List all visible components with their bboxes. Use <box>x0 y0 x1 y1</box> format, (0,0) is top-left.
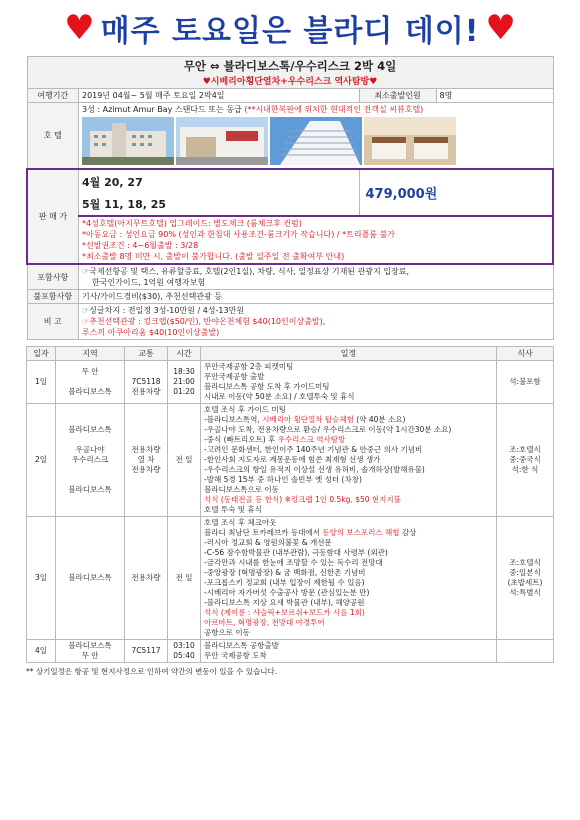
meal-cell <box>497 361 554 404</box>
note-line: *아동요금 : 성인요금 90% (성인과 한침대 사용조건-룸크기가 작습니다) / *트리플룸 불가 <box>82 230 396 239</box>
itinerary-line <box>204 392 493 402</box>
remarks-label: 비 고 <box>27 304 79 340</box>
itinerary-text: -우수리스크의 항일 유적지 이상설 선생 유허비, 솔개하상(발해유물) <box>204 465 425 474</box>
transport-text: 7C5118 <box>131 377 161 386</box>
col-transport: 교통 <box>125 347 168 361</box>
itinerary-line <box>204 608 493 618</box>
region-text: 블라디보스톡 <box>68 425 112 434</box>
col-region: 지역 <box>56 347 125 361</box>
note-line: *4성호텔(아지무트호텔) 업그레이드: 별도체크 (룸체크후 컨펌) <box>82 219 302 228</box>
meal-text: 중:중국식 <box>509 455 541 464</box>
meal-text: 석:특별식 <box>509 588 541 597</box>
itinerary-text: -중앙광장 (혁명광장) & 굼 백화점, 신한촌 기념비 <box>204 568 366 577</box>
itinerary-cell <box>201 517 497 640</box>
price-notes <box>79 216 554 264</box>
itinerary-highlight: 아르바트, 혁명광장, 전망대 야경투어 <box>204 618 325 627</box>
itinerary-cell <box>201 404 497 517</box>
itinerary-highlight: 시베리아 횡단열차 탑승체험 <box>262 415 354 424</box>
itinerary-line <box>204 548 493 558</box>
itinerary-line <box>204 485 493 495</box>
hotel-room-photo <box>364 117 456 165</box>
time-cell <box>168 361 201 404</box>
itinerary-line <box>204 628 493 638</box>
itinerary-line <box>204 455 493 465</box>
itinerary-text: 공항으로 이동 <box>204 628 250 637</box>
departure-dates <box>79 169 360 216</box>
time-text: 전 일 <box>175 455 193 464</box>
transport-text: 전용차량 <box>131 465 161 474</box>
banner <box>0 0 580 56</box>
schedule-row <box>27 517 554 640</box>
day-cell: 4일 <box>27 640 56 663</box>
itinerary-highlight: 석식 (제이롱 : 샤슬릭+보르쉬+보드카 시음 1회) <box>204 608 365 617</box>
itinerary-text: 블라디보스톡 공항출발 <box>204 641 279 650</box>
transport-text: 전용차량 <box>131 387 161 396</box>
hotel-cell <box>79 103 554 170</box>
exclude-value: 기사/가이드경비($30), 추천선택관광 등 <box>79 290 554 304</box>
footnote: ** 상기일정은 항공 및 현지사정으로 인하여 약간의 변동이 있을 수 있습니다. <box>26 667 278 676</box>
heart-icon: ♥ <box>485 8 516 48</box>
itinerary-text: -중식 (빠트리오트) 후 <box>204 435 278 444</box>
itinerary-text: -시베리아 자가버섯 수출공사 방문 (관심있는분 만) <box>204 588 370 597</box>
hotel-label: 호 텔 <box>27 103 79 170</box>
meal-text: 석:불포함 <box>509 377 541 386</box>
schedule-body <box>27 361 554 663</box>
transport-text: 전용차량 <box>131 573 161 582</box>
region-text: 블라디보스톡 <box>68 387 112 396</box>
time-cell <box>168 640 201 663</box>
region-text: 블라디보스톡 <box>68 641 112 650</box>
itinerary-line <box>204 372 493 382</box>
region-text: 무 안 <box>81 651 99 660</box>
itinerary-text: 블라디 최남단 토카레브카 등대에서 <box>204 528 323 537</box>
itinerary-cell <box>201 361 497 404</box>
itinerary-line <box>204 475 493 485</box>
route-header <box>27 57 553 89</box>
region-cell <box>56 517 125 640</box>
itinerary-line <box>204 445 493 455</box>
time-text: 03:10 <box>173 641 195 650</box>
transport-cell <box>125 517 168 640</box>
meal-cell <box>497 517 554 640</box>
itinerary-text: -발해 5경 15부 중 하나인 솔빈부 옛 성터 (차창) <box>204 475 362 484</box>
itinerary-text: 블라디보스톡 공항 도착 후 가이드미팅 <box>204 382 330 391</box>
remarks-value <box>79 304 554 340</box>
day-cell: 3일 <box>27 517 56 640</box>
banner-title: 매주 토요일은 블라디 데이! <box>100 14 480 49</box>
remark-line: ☞싱글차지 : 전일정 3성-10만원 / 4성-13만원 <box>82 306 245 315</box>
meal-cell <box>497 404 554 517</box>
meal-text: 중:일본식 <box>509 568 541 577</box>
period-label: 여행기간 <box>27 89 79 103</box>
itinerary-line <box>204 528 493 538</box>
region-cell <box>56 640 125 663</box>
info-table <box>26 56 554 340</box>
min-value: 8명 <box>436 89 553 103</box>
day-cell: 2일 <box>27 404 56 517</box>
itinerary-text: -우골나야 도착, 전용차량으로 환승/ 우수리스크로 이동(약 1시간30분 소요) <box>204 425 452 434</box>
itinerary-text: 무안국제공항 2층 피켓미팅 <box>204 362 294 371</box>
itinerary-line <box>204 598 493 608</box>
itinerary-text: 감상 <box>399 528 417 537</box>
exclude-label: 불포함사항 <box>27 290 79 304</box>
dates-may: 5월 11, 18, 25 <box>82 198 167 211</box>
itinerary-line <box>204 362 493 372</box>
schedule-row <box>27 361 554 404</box>
transport-cell <box>125 640 168 663</box>
itinerary-line <box>204 505 493 515</box>
itinerary-text: -한인사회 지도자로 계몽운동에 힘쓴 최재형 선생 생가 <box>204 455 381 464</box>
itinerary-line <box>204 538 493 548</box>
itinerary-text: 시내로 이동(약 50분 소요) / 호텔투숙 및 휴식 <box>204 392 355 401</box>
document-body <box>26 56 554 677</box>
time-text: 21:00 <box>173 377 195 386</box>
meal-text <box>500 646 550 656</box>
itinerary-text: (약 40분 소요) <box>353 415 406 424</box>
region-text <box>59 377 121 387</box>
itinerary-highlight: 동양의 보스포러스 해협 <box>322 528 400 537</box>
region-text: 우골나야 <box>75 445 105 454</box>
itinerary-line <box>204 425 493 435</box>
itinerary-line <box>204 415 493 425</box>
meal-cell <box>497 640 554 663</box>
include-label: 포함사항 <box>27 264 79 290</box>
itinerary-line <box>204 558 493 568</box>
transport-text: 열 차 <box>137 455 155 464</box>
transport-text: 전용차량 <box>131 445 161 454</box>
col-itinerary: 일정 <box>201 347 497 361</box>
meal-text: 석:한 식 <box>511 465 539 474</box>
region-cell <box>56 404 125 517</box>
schedule-header-row <box>27 347 554 361</box>
itinerary-text: -블라디보스톡 지상 요새 박물관 (내부), 해양공원 <box>204 598 365 607</box>
hotel-name: 3성 : Azimut Amur Bay 스탠다드 또는 동급 <box>82 105 245 114</box>
itinerary-text: 블라디보스톡으로 이동 <box>204 485 279 494</box>
transport-cell <box>125 404 168 517</box>
itinerary-text: -금각만과 시내를 한눈에 조망할 수 있는 독수리 전망대 <box>204 558 383 567</box>
hotel-building-photo <box>82 117 174 165</box>
itinerary-highlight: 석식 (동태전골 등 한식) <box>204 495 283 504</box>
itinerary-text: -포크롭스키 정교회 (내부 입장이 제한될 수 있음) <box>204 578 365 587</box>
price-label: 판 매 가 <box>27 169 79 264</box>
remark-line: 루스끼 아쿠아리움 $40(10인이상출발) <box>82 328 220 337</box>
note-line: *선발권조건 : 4~6월출발 : 3/28 <box>82 241 199 250</box>
itinerary-line <box>204 495 493 505</box>
route-subtitle: ♥시베리아횡단열차+우수리스크 역사탐방♥ <box>202 77 378 87</box>
itinerary-line <box>204 568 493 578</box>
itinerary-highlight: 우수리스크 역사탐방 <box>277 435 346 444</box>
itinerary-text: 무안국제공항 출발 <box>204 372 265 381</box>
itinerary-text: -블라디보스톡역, <box>204 415 263 424</box>
col-meal: 식사 <box>497 347 554 361</box>
region-text <box>59 435 121 445</box>
itinerary-line <box>204 518 493 528</box>
region-text <box>59 475 121 485</box>
itinerary-line <box>204 588 493 598</box>
itinerary-line <box>204 578 493 588</box>
transport-text: 7C5117 <box>131 646 161 655</box>
time-cell <box>168 404 201 517</box>
meal-text: 조:호텔식 <box>509 445 541 454</box>
itinerary-cell <box>201 640 497 663</box>
itinerary-text: 무안 국제공항 도착 <box>204 651 267 660</box>
region-cell <box>56 361 125 404</box>
hotel-photos <box>82 115 550 167</box>
heart-icon: ♥ <box>64 8 95 48</box>
time-text: 01:20 <box>173 387 195 396</box>
itinerary-text: 호텔 투숙 및 휴식 <box>204 505 262 514</box>
schedule-table <box>26 346 554 663</box>
include-value <box>79 264 554 290</box>
region-text: 블라디보스톡 <box>68 485 112 494</box>
transport-text <box>128 367 164 377</box>
time-cell <box>168 517 201 640</box>
hotel-entrance-photo <box>176 117 268 165</box>
route-title: 무안 ⇔ 블라디보스톡/우수리스크 2박 4일 <box>183 59 397 73</box>
region-text: 무 안 <box>81 367 99 376</box>
itinerary-line <box>204 651 493 661</box>
itinerary-text: ※킹크랩 1인 0.5kg, $50 현지지불 <box>282 495 401 504</box>
itinerary-text: -C-56 잠수함박물관 (내부관람), 극동함대 사령부 (외관) <box>204 548 388 557</box>
col-day: 일자 <box>27 347 56 361</box>
itinerary-line <box>204 641 493 651</box>
meal-text: (초밥세트) <box>507 578 543 587</box>
schedule-row <box>27 404 554 517</box>
hotel-note: (**시내한복판에 위치한 현대적인 전객실 씨뷰호텔) <box>244 105 424 114</box>
time-text: 18:30 <box>173 367 195 376</box>
period-value: 2019년 04월~ 5월 매주 토요일 2박4일 <box>79 89 360 103</box>
hotel-tower-photo <box>270 117 362 165</box>
transport-cell <box>125 361 168 404</box>
itinerary-line <box>204 618 493 628</box>
itinerary-text: 호텔 조식 후 가이드 미팅 <box>204 405 286 414</box>
region-text: 우수리스크 <box>71 455 109 464</box>
itinerary-line <box>204 382 493 392</box>
col-time: 시간 <box>168 347 201 361</box>
day-cell: 1일 <box>27 361 56 404</box>
itinerary-text: -고려인 문화센터, 한인이주 140주년 기념관 & 안중근 의사 기념비 <box>204 445 423 454</box>
time-text: 전 일 <box>175 573 193 582</box>
meal-text: 조:호텔식 <box>509 558 541 567</box>
itinerary-line <box>204 405 493 415</box>
remark-line: ☞추천선택관광 : 킹크랩($50/인), 반야온천체험 $40(10인이상출발), <box>82 317 326 326</box>
include-line: ☞국제선항공 및 택스, 유류할증료, 호텔(2인1실), 차량, 식사, 일정표상 기재된 관광지 입장료, <box>82 267 410 276</box>
region-text <box>59 465 121 475</box>
time-text: 05:40 <box>173 651 195 660</box>
region-text: 블라디보스톡 <box>68 573 112 582</box>
itinerary-text: 호텔 조식 후 체크아웃 <box>204 518 277 527</box>
include-line: 한국인가이드, 1억원 여행자보험 <box>92 278 206 287</box>
dates-april: 4월 20, 27 <box>82 176 143 189</box>
schedule-row <box>27 640 554 663</box>
itinerary-line <box>204 435 493 445</box>
itinerary-line <box>204 465 493 475</box>
min-label: 최소출발인원 <box>359 89 436 103</box>
price-value: 479,000원 <box>359 169 553 216</box>
note-line: *최소출발 8명 미만 시, 출발이 불가합니다. (출발 일주일 전 출확여부 안내) <box>82 252 345 261</box>
itinerary-text: -러시아 정교회 & 영원의불꽃 & 개선문 <box>204 538 332 547</box>
